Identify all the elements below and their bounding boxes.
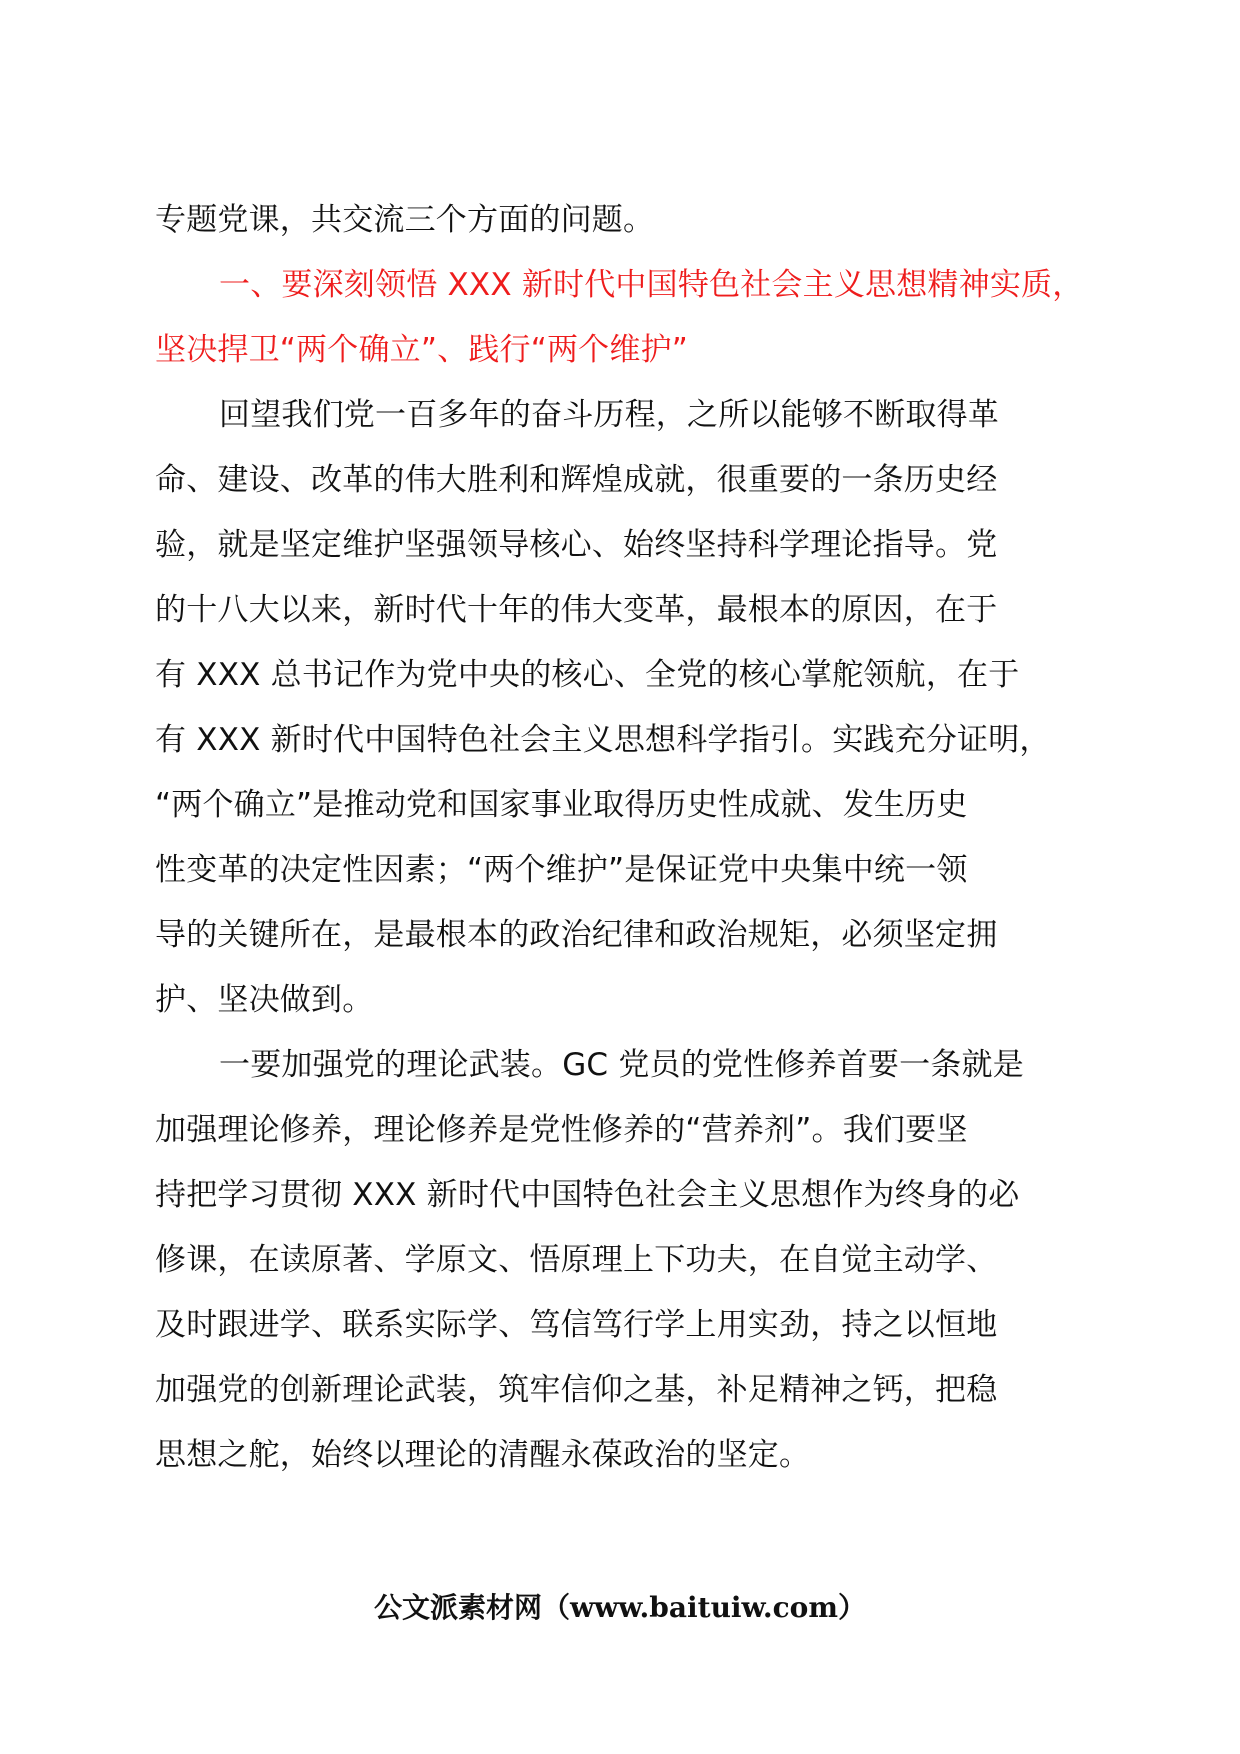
paragraph-line: 专题党课，共交流三个方面的问题。 xyxy=(155,202,655,238)
paragraph-line: 加强理论修养，理论修养是党性修养的“营养剂”。我们要坚 xyxy=(155,1112,968,1148)
paragraph-line: 修课，在读原著、学原文、悟原理上下功夫，在自觉主动学、 xyxy=(155,1242,998,1278)
paragraph-line: 的十八大以来，新时代十年的伟大变革，最根本的原因，在于 xyxy=(155,592,998,628)
paragraph-line: “两个确立”是推动党和国家事业取得历史性成就、发生历史 xyxy=(155,787,968,823)
page-footer-watermark: 公文派素材网（www.baituiw.com） xyxy=(374,1591,866,1624)
paragraph-line: 回望我们党一百多年的奋斗历程，之所以能够不断取得革 xyxy=(219,397,999,433)
paragraph-line: 验，就是坚定维护坚强领导核心、始终坚持科学理论指导。党 xyxy=(155,527,998,563)
section-heading-line: 一、要深刻领悟 XXX 新时代中国特色社会主义思想精神实质， xyxy=(219,267,1084,303)
paragraph-line: 及时跟进学、联系实际学、笃信笃行学上用实劲，持之以恒地 xyxy=(155,1307,998,1343)
paragraph-line: 命、建设、改革的伟大胜利和辉煌成就，很重要的一条历史经 xyxy=(155,462,998,498)
paragraph-line: 加强党的创新理论武装，筑牢信仰之基，补足精神之钙，把稳 xyxy=(155,1372,998,1408)
paragraph-line: 导的关键所在，是最根本的政治纪律和政治规矩，必须坚定拥 xyxy=(155,917,998,953)
paragraph-line: 有 XXX 总书记作为党中央的核心、全党的核心掌舵领航，在于 xyxy=(155,657,1020,693)
paragraph-line: 性变革的决定性因素；“两个维护”是保证党中央集中统一领 xyxy=(155,852,968,888)
document-page xyxy=(155,188,1095,1488)
section-heading-line: 坚决捍卫“两个确立”、践行“两个维护” xyxy=(155,332,689,368)
paragraph-line: 有 XXX 新时代中国特色社会主义思想科学指引。实践充分证明， xyxy=(155,722,1051,758)
paragraph-line: 护、坚决做到。 xyxy=(155,982,374,1018)
paragraph-line: 一要加强党的理论武装。GC 党员的党性修养首要一条就是 xyxy=(219,1047,1024,1083)
paragraph-line: 持把学习贯彻 XXX 新时代中国特色社会主义思想作为终身的必 xyxy=(155,1177,1020,1213)
paragraph-line: 思想之舵，始终以理论的清醒永葆政治的坚定。 xyxy=(155,1437,811,1473)
